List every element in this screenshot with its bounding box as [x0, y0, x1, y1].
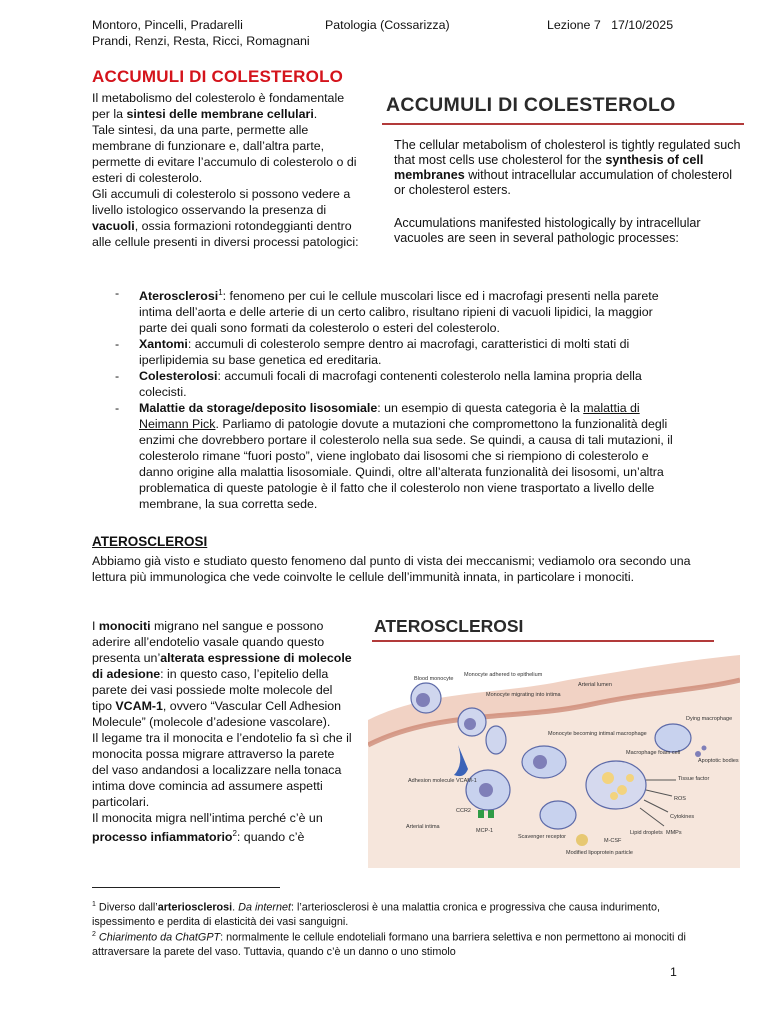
foam-cell	[586, 761, 646, 809]
paragraph-2: Tale sintesi, da una parte, permette alle membrane di funzionare e, dall’altra parte, permette di evitare l’accumulo di colesterolo o di esteri di colesterolo.	[92, 123, 357, 185]
footnote-rule	[92, 887, 280, 888]
paragraph-monociti: I monociti migrano nel sangue e possono aderire all’endotelio vasale quando questo presenta un’alterata espressione di molecole di adesione: in questo caso, l’epitelio della parete dei vasi possiede molte molecole del tipo VCAM-1, ovvero “Vascular Cell Adhesion Molecule” (molecole d’adesione vascolare).	[92, 619, 352, 729]
label-dying: Dying macrophage	[686, 716, 733, 722]
paragraph-legame: Il legame tra il monocita e l’endotelio fa sì che il monocita possa migrare attraverso la parete del vaso andandosi a localizzare nella tonaca intima dove comincia ad assumere aspetti particolari.	[92, 731, 352, 809]
apoptotic-body-1	[695, 751, 701, 757]
slide1-title: ACCUMULI DI COLESTEROLO	[386, 94, 676, 116]
paragraph-1: Il metabolismo del colesterolo è fondamentale per la sintesi delle membrane cellulari.	[92, 91, 345, 121]
slide1-text1: The cellular metabolism of cholesterol is tightly regulated such that most cells use cholesterol for the synthesis of cell membranes without intracellular accumulation of cholesterol or cholesterol esters.	[394, 138, 741, 197]
label-adhered: Monocyte adhered to epithelium	[464, 672, 543, 678]
slide1-rule	[382, 123, 744, 125]
bullet-xantomi: - Xantomi: accumuli di colesterolo sempre dentro ai macrofagi, caratteristici di molti stati di iperlipidemia su base genetica ed ereditaria.	[115, 337, 630, 368]
apoptotic-body-2	[702, 746, 707, 751]
slide1-text2: Accumulations manifested histologically by intracellular vacuoles are seen in several pathologic processes:	[394, 216, 701, 245]
label-foam: Macrophage foam cell	[626, 750, 681, 756]
label-mcp1: MCP-1	[476, 828, 494, 834]
label-tissue-factor: Tissue factor	[678, 776, 710, 782]
header-lesson	[547, 17, 673, 33]
label-lumen: Arterial lumen	[578, 682, 612, 688]
bullet-aterosclerosi: - Aterosclerosi$^1$: fenomeno per cui le cellule muscolari lisce ed i macrofagi presenti nella parete intima dell’aorta e delle arterie di un certo calibro, risultano ripieni di vacuoli lipidici, la maggior parte dei quali sono formati da colesterolo o esteri del colesterolo.	[115, 286, 659, 336]
mcp1-marker-2	[488, 810, 494, 818]
label-migrating: Monocyte migrating into intima	[486, 692, 561, 698]
section2-text	[92, 618, 354, 845]
slide-accumuli	[382, 88, 746, 248]
ccr2-monocyte-nucleus	[479, 783, 493, 797]
adhered-monocyte-nucleus	[464, 718, 476, 730]
bullet-colesterolosi: - Colesterolosi: accumuli focali di macrofagi contenenti colesterolo nella lamina propria della colecisti.	[115, 369, 642, 400]
slide2-rule	[372, 640, 714, 642]
label-ccr2: CCR2	[456, 808, 471, 814]
lipid-droplet-2	[617, 785, 627, 795]
page-number: 1	[670, 965, 677, 979]
label-mmps: MMPs	[666, 830, 682, 836]
label-scavenger: Scavenger receptor	[518, 834, 566, 840]
mcp1-marker-1	[478, 810, 484, 818]
label-blood-monocyte: Blood monocyte	[414, 676, 454, 682]
lesson-label: Lezione 7	[547, 18, 601, 32]
header-authors-1: Montoro, Pincelli, Pradarelli	[92, 18, 243, 32]
lesson-date: 17/10/2025	[611, 18, 674, 32]
paragraph-3: Gli accumuli di colesterolo si possono vedere a livello istologico osservando la presenza di vacuoli, ossia formazioni rotondeggianti dentro alle cellule presenti in diversi processi patologici:	[92, 187, 359, 249]
intimal-macrophage-nucleus	[533, 755, 547, 769]
label-modified: Modified lipoprotein particle	[566, 850, 633, 856]
label-becoming: Monocyte becoming intimal macrophage	[548, 731, 647, 737]
label-mcsf: M-CSF	[604, 838, 622, 844]
section2-intro: Abbiamo già visto e studiato questo fenomeno dal punto di vista dei meccanismi; vediamolo ora secondo una lettura più immunologica che vede coinvolte le cellule dell’immunità innata, in particolare i monociti.	[92, 554, 691, 584]
lipid-droplet-1	[602, 772, 614, 784]
label-cytokines: Cytokines	[670, 814, 695, 820]
bullet-lisosomiale: - Malattie da storage/deposito lisosomiale: un esempio di questa categoria è la malattia di Neimann Pick. Parliamo di patologie dovute a mutazioni che compromettono la funzionalità degli enzimi che dovrebbero portare il colesterolo nella sua sede. Se quindi, a causa di tali mutazioni, il colesterolo rimane “fuori posto”, viene inglobato dai lisosomi che si riempiono di colesterolo e danno origine alla malattia lisosomiale. Quindi, oltre all’alterata funzionalità dei lisosomi, un’altra problematica di queste patologie è il fatto che il colesterolo non viene trasportato a livello delle membrane, la sua corretta sede.	[115, 401, 673, 512]
dying-macrophage-cell	[655, 724, 691, 752]
section1-text	[92, 90, 364, 250]
footnote-2: $^2$ Chiarimento da ChatGPT: normalmente le cellule endoteliali formano una barriera selettiva e non permettono ai monociti di attraversare la parete del vaso. Tuttavia, quando c’è un danno o uno stimolo	[92, 931, 686, 958]
lipid-droplet-3	[626, 774, 634, 782]
migrating-monocyte-cell	[486, 726, 506, 754]
label-apoptotic: Apoptotic bodies	[698, 758, 739, 764]
label-ros: ROS	[674, 796, 686, 802]
scavenger-cell	[540, 801, 576, 829]
atherosclerosis-diagram	[368, 650, 740, 868]
slide2-title: ATEROSCLEROSI	[374, 616, 524, 636]
blood-monocyte-nucleus	[416, 693, 430, 707]
lipoprotein-particle	[576, 834, 588, 846]
paragraph-infiammatorio: Il monocita migra nell’intima perché c’è un processo infiammatorio$^2$: quando c’è	[92, 811, 323, 845]
header-course: Patologia (Cossarizza)	[325, 18, 450, 32]
lipid-droplet-4	[610, 792, 618, 800]
label-lipid: Lipid droplets	[630, 830, 663, 836]
bullet-list	[115, 285, 684, 512]
label-adhesion: Adhesion molecule VCAM-1	[408, 778, 477, 784]
footnote-1: $^1$ Diverso dall’arteriosclerosi. Da internet: l’arteriosclerosi è una malattia cronica e progressiva che causa indurimento, ispessimento e perdita di elasticità dei vasi sanguigni.	[92, 901, 661, 928]
slide-aterosclerosi	[368, 610, 740, 868]
header-authors-2: Prandi, Renzi, Resta, Ricci, Romagnani	[92, 34, 310, 48]
section-title-accumuli: ACCUMULI DI COLESTEROLO	[92, 67, 344, 86]
link-neimann-pick[interactable]: malattia di Neimann Pick	[139, 401, 640, 432]
section-title-aterosclerosi: ATEROSCLEROSI	[92, 534, 208, 549]
label-intima: Arterial intima	[406, 824, 440, 830]
